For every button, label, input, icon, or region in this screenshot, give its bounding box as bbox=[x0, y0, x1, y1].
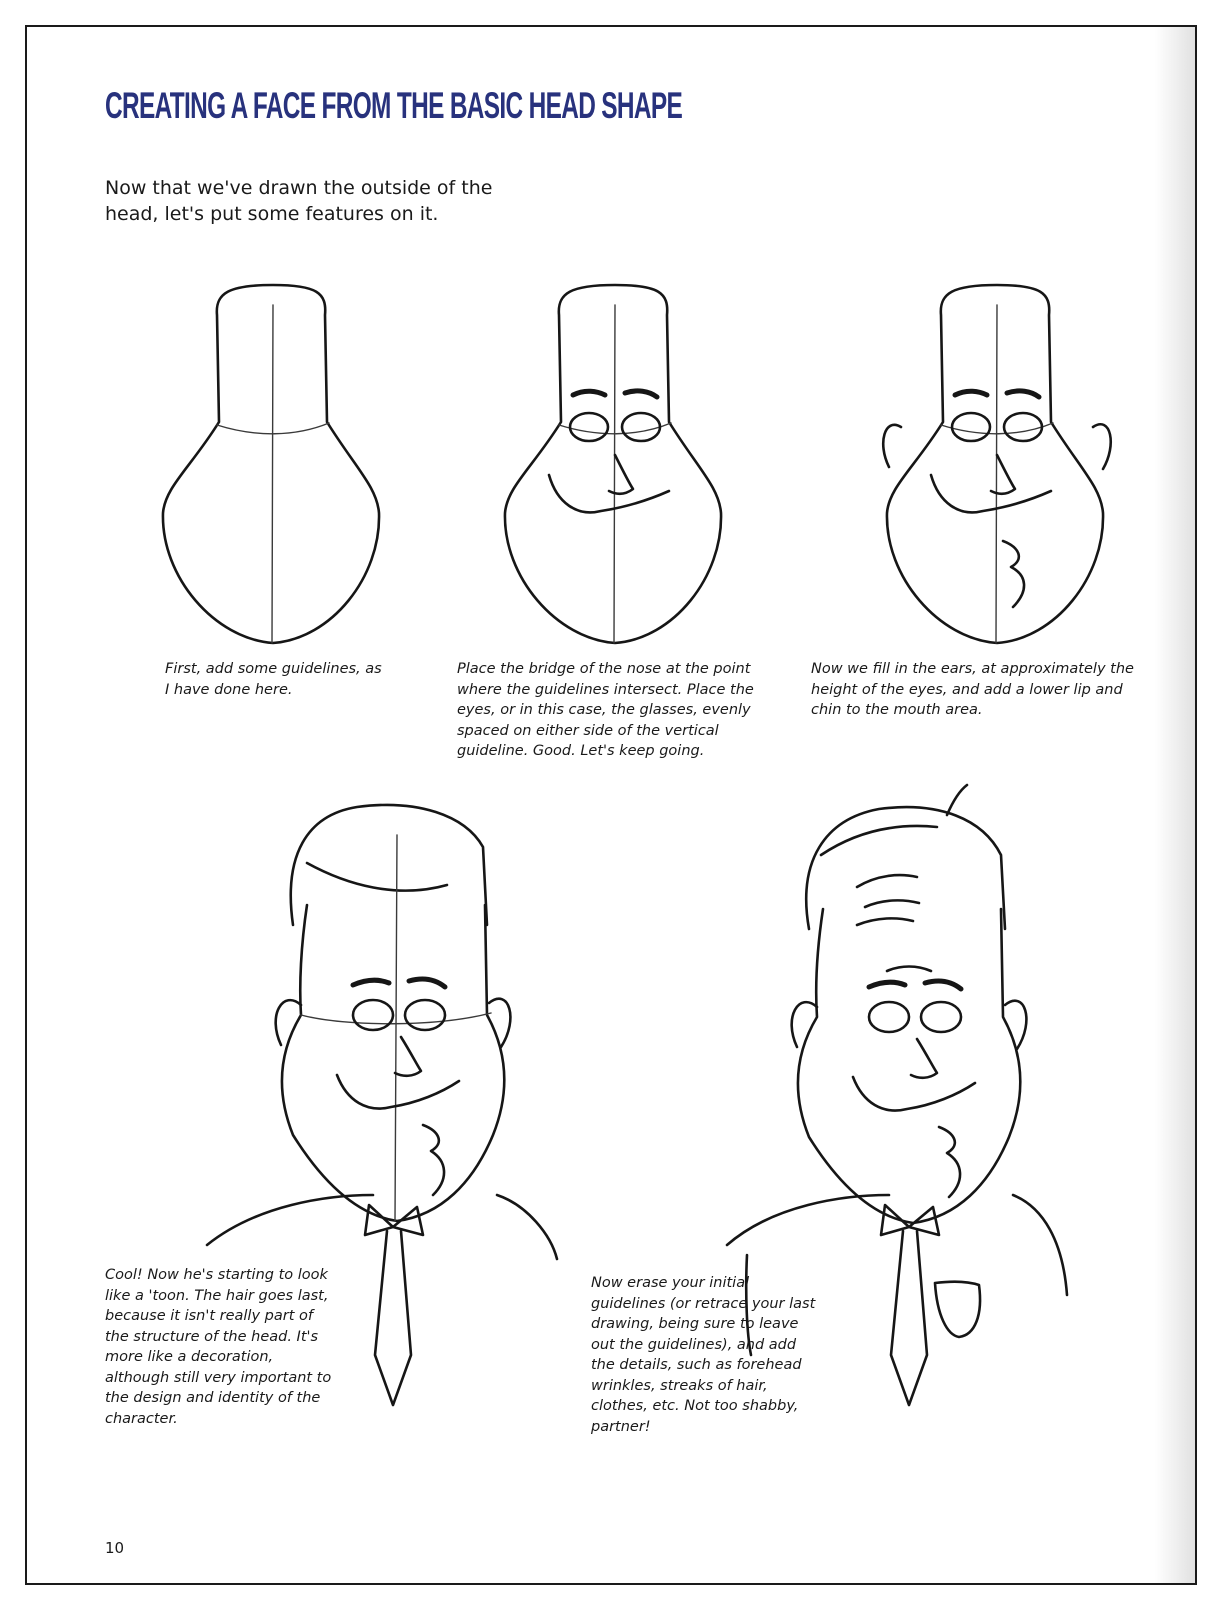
nose bbox=[911, 1039, 937, 1078]
smile bbox=[853, 1077, 975, 1111]
vertical-guideline bbox=[395, 835, 397, 1221]
step-2-caption: Place the bridge of the nose at the point where the guidelines intersect. Place the eyes, or in this case, the glasses, evenly spaced on either side of the vertical guideline. Good. Let's keep going. bbox=[457, 661, 754, 759]
right-shoulder bbox=[497, 1195, 557, 1259]
book-page bbox=[25, 25, 1197, 1585]
hair bbox=[806, 785, 1005, 929]
step-1-head-drawing bbox=[155, 277, 395, 657]
left-lens bbox=[570, 413, 608, 441]
smile bbox=[931, 475, 1051, 512]
right-lens bbox=[1004, 413, 1042, 441]
right-ear bbox=[1093, 424, 1111, 469]
chin bbox=[1003, 541, 1024, 607]
head-outline bbox=[505, 285, 721, 643]
shirt-pocket bbox=[935, 1282, 980, 1337]
chin bbox=[939, 1127, 960, 1197]
tie bbox=[891, 1231, 927, 1405]
head-outline bbox=[798, 909, 1020, 1223]
right-eyebrow bbox=[409, 979, 445, 987]
step-3-caption: Now we fill in the ears, at approximately the height of the eyes, and add a lower lip and chin to the mouth area. bbox=[811, 661, 1134, 718]
right-eyebrow bbox=[1007, 391, 1039, 397]
vertical-guideline bbox=[996, 305, 997, 643]
head-outline bbox=[887, 285, 1103, 643]
left-eyebrow bbox=[353, 980, 389, 985]
left-eyebrow bbox=[869, 982, 905, 987]
step-2-head-drawing bbox=[497, 277, 737, 657]
intro-text: Now that we've drawn the outside of the head, let's put some features on it. bbox=[105, 177, 493, 225]
step-4-caption: Cool! Now he's starting to look like a 'toon. The hair goes last, because it isn't really part of the structure of the head. It's more like a decoration, although still very important to the design and identity of the character. bbox=[105, 1267, 332, 1427]
hair-streaks bbox=[857, 875, 919, 925]
smile bbox=[549, 475, 669, 512]
left-shoulder bbox=[207, 1195, 373, 1245]
chin bbox=[423, 1125, 444, 1195]
right-lens bbox=[921, 1002, 961, 1032]
head-outline bbox=[282, 905, 504, 1221]
step-3-head-drawing bbox=[869, 277, 1129, 657]
page-number: 10 bbox=[105, 1539, 125, 1557]
right-lens bbox=[622, 413, 660, 441]
left-eyebrow bbox=[955, 391, 987, 395]
right-eyebrow bbox=[625, 391, 657, 397]
vertical-guideline bbox=[272, 305, 273, 643]
nose bbox=[395, 1037, 421, 1076]
left-lens bbox=[869, 1002, 909, 1032]
vertical-guideline bbox=[614, 305, 615, 643]
page-edge-shadow bbox=[1155, 27, 1195, 1583]
hair bbox=[291, 805, 487, 925]
tie bbox=[375, 1231, 411, 1405]
nose bbox=[609, 455, 633, 494]
left-ear bbox=[883, 425, 901, 467]
left-lens bbox=[952, 413, 990, 441]
head-outline bbox=[163, 285, 379, 643]
smile bbox=[337, 1075, 459, 1109]
forehead-wrinkle bbox=[887, 967, 931, 972]
left-lens bbox=[353, 1000, 393, 1030]
right-shoulder bbox=[1013, 1195, 1067, 1295]
step-5-caption: Now erase your initial guidelines (or retrace your last drawing, being sure to leave out the guidelines), and add the details, such as forehead wrinkles, streaks of hair, clothes, etc. Not too shabby, partner! bbox=[591, 1275, 816, 1435]
right-lens bbox=[405, 1000, 445, 1030]
page-title: CREATING A FACE FROM THE BASIC HEAD SHAPE bbox=[105, 85, 683, 126]
nose bbox=[991, 455, 1015, 494]
left-eyebrow bbox=[573, 391, 605, 395]
step-1-caption: First, add some guidelines, as I have done here. bbox=[165, 661, 382, 698]
right-eyebrow bbox=[925, 981, 961, 989]
